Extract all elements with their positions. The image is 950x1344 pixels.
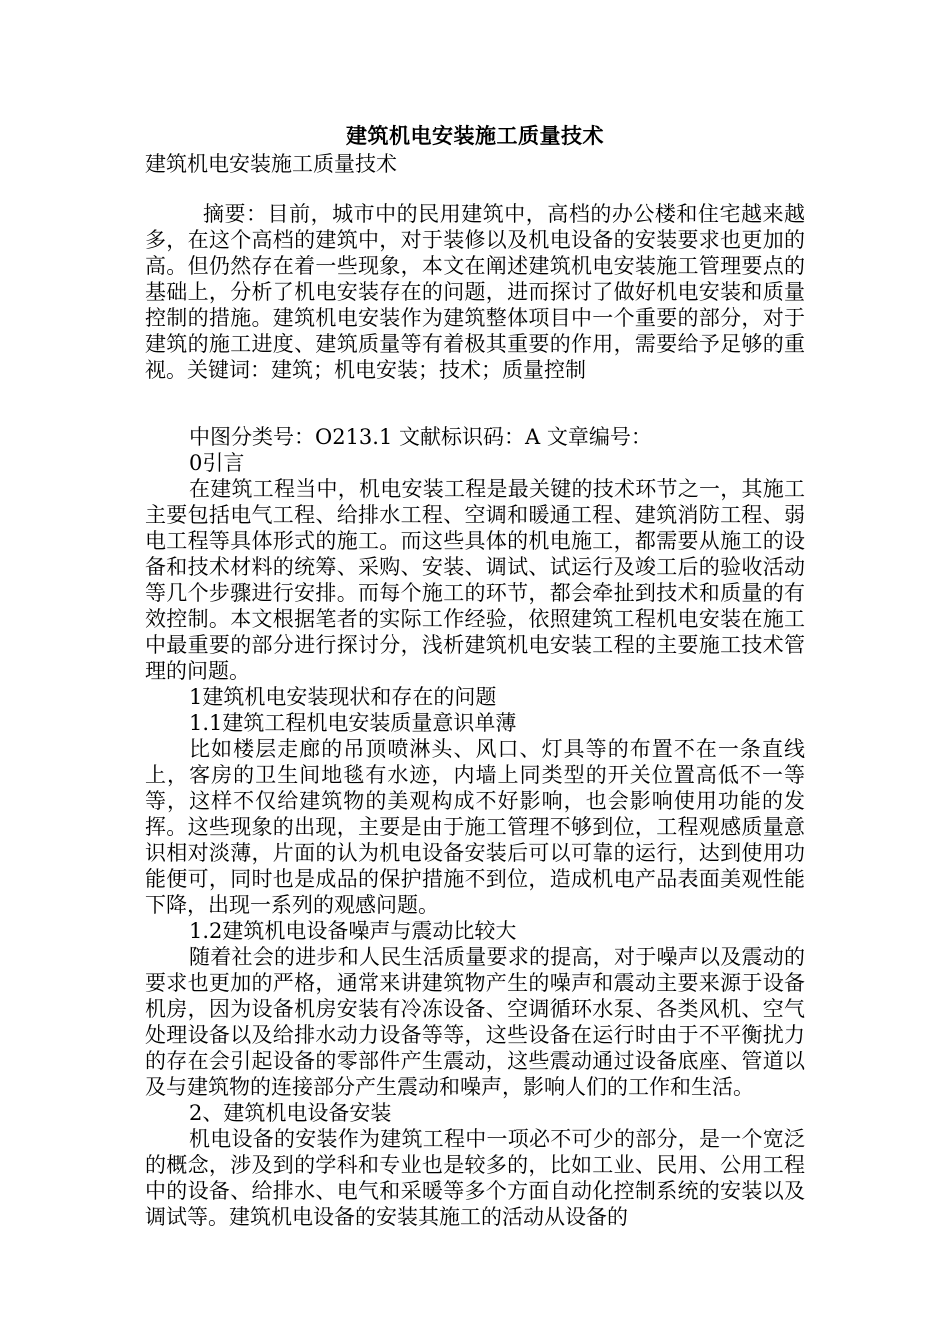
subsection-heading-1-2: 1.2建筑机电设备噪声与震动比较大 — [189, 919, 517, 943]
main-body — [145, 424, 805, 1230]
section-heading-1: 1建筑机电安装现状和存在的问题 — [189, 685, 497, 709]
section-heading-2: 2、建筑机电设备安装 — [189, 1101, 392, 1125]
paragraph-1-2: 随着社会的进步和人民生活质量要求的提高，对于噪声以及震动的要求也更加的严格，通常来讲建筑物产生的噪声和震动主要来源于设备机房，因为设备机房安装有冷冻设备、空调循环水泵、各类风机、空气处理设备以及给排水动力设备等等，这些设备在运行时由于不平衡扰力的存在会引起设备的零部件产生震动，这些震动通过设备底座、管道以及与建筑物的连接部分产生震动和噪声，影响人们的工作和生活。 — [145, 945, 805, 1099]
paragraph-2: 机电设备的安装作为建筑工程中一项必不可少的部分，是一个宽泛的概念，涉及到的学科和专业也是较多的，比如工业、民用、公用工程中的设备、给排水、电气和采暖等多个方面自动化控制系统的安装以及调试等。建筑机电设备的安装其施工的活动从设备的 — [145, 1127, 805, 1229]
section-heading-intro: 0引言 — [189, 451, 245, 475]
paragraph-1-1: 比如楼层走廊的吊顶喷淋头、风口、灯具等的布置不在一条直线上，客房的卫生间地毯有水迹，内墙上同类型的开关位置高低不一等等，这样不仅给建筑物的美观构成不好影响，也会影响使用功能的发挥。这些现象的出现，主要是由于施工管理不够到位，工程观感质量意识相对淡薄，片面的认为机电设备安装后可以可靠的运行，达到使用功能便可，同时也是成品的保护措施不到位，造成机电产品表面美观性能下降，出现一系列的观感问题。 — [145, 737, 805, 917]
intro-paragraph: 在建筑工程当中，机电安装工程是最关键的技术环节之一，其施工主要包括电气工程、给排水工程、空调和暖通工程、建筑消防工程、弱电工程等具体形式的施工。而这些具体的机电施工，都需要从施工的设备和技术材料的统筹、采购、安装、调试、试运行及竣工后的验收活动等几个步骤进行安排。而每个施工的环节，都会牵扯到技术和质量的有效控制。本文根据笔者的实际工作经验，依照建筑工程机电安装在施工中最重要的部分进行探讨分，浅析建筑机电安装工程的主要施工技术管理的问题。 — [145, 477, 805, 683]
document-subtitle: 建筑机电安装施工质量技术 — [145, 152, 397, 176]
classification-line: 中图分类号：O213.1 文献标识码：A 文章编号： — [189, 425, 652, 449]
abstract-paragraph: 摘要：目前，城市中的民用建筑中，高档的办公楼和住宅越来越多，在这个高档的建筑中，对于装修以及机电设备的安装要求也更加的高。但仍然存在着一些现象，本文在阐述建筑机电安装施工管理要点的基础上，分析了机电安装存在的问题，进而探讨了做好机电安装和质量控制的措施。建筑机电安装作为建筑整体项目中一个重要的部分，对于建筑的施工进度、建筑质量等有着极其重要的作用，需要给予足够的重视。关键词：建筑；机电安装；技术；质量控制 — [145, 202, 805, 382]
subsection-heading-1-1: 1.1建筑工程机电安装质量意识单薄 — [189, 711, 517, 735]
document-title: 建筑机电安装施工质量技术 — [346, 124, 604, 148]
